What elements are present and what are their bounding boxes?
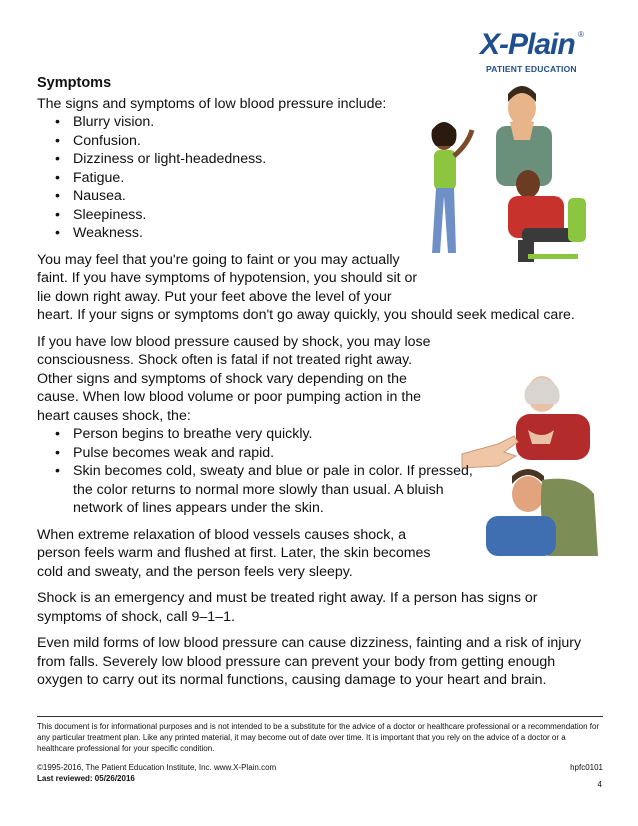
wrap-spacer: [422, 243, 597, 289]
shock-paragraph: If you have low blood pressure caused by shock, you may lose consciousness. Shock often is fatal if not treated right away. Other signs and symptoms of shock vary depending on the cause. When low blood volume or poor pumping action in the heart causes shock, the:: [37, 333, 597, 426]
footer-disclaimer: This document is for informational purposes and is not intended to be a substitute for the advice of a doctor or healthcare professional or a recommendation for any particular treatment plan. Like any printed material, it may become out of date over time. It is important that you rely on the advice of a doctor or a healthcare professional for your specific condition.: [37, 722, 600, 753]
footer: [37, 716, 603, 784]
symptom-item: • Fatigue.: [73, 169, 597, 188]
symptoms-intro: The signs and symptoms of low blood pressure include:: [37, 95, 387, 112]
footer-document-code: hpfc0101: [570, 763, 603, 772]
wrap-spacer: [432, 369, 597, 399]
shock-sign-item: • Pulse becomes weak and rapid.: [73, 444, 473, 463]
symptom-item: • Confusion.: [73, 132, 597, 151]
relaxation-paragraph: When extreme relaxation of blood vessels causes shock, a person feels warm and flushed at first. Later, the skin becomes cold and sweaty, and the person feels very sleepy.: [37, 526, 431, 580]
main-content: [37, 74, 597, 690]
x-plain-logo: [470, 22, 590, 82]
footer-last-reviewed: Last reviewed: 05/26/2016: [37, 774, 135, 783]
logo-wordmark: X-Plain: [480, 28, 575, 61]
symptom-item: • Nausea.: [73, 187, 597, 206]
footer-copyright: ©1995-2016, The Patient Education Institute, Inc. www.X-Plain.com: [37, 763, 277, 772]
page-number: 4: [597, 780, 602, 789]
symptom-item: • Blurry vision.: [73, 113, 597, 132]
symptom-item: • Weakness.: [73, 224, 597, 243]
logo-subtitle: PATIENT EDUCATION: [486, 64, 577, 74]
mild-forms-paragraph: Even mild forms of low blood pressure can cause dizziness, fainting and a risk of injury from falls. Severely low blood pressure can prevent your body from getting enough oxygen to carry out its normal functions, causing damage to your heart and brain.: [37, 635, 582, 688]
faint-paragraph: You may feel that you're going to faint or you may actually faint. If you have symptoms of hypotension, you should sit or lie down right away. Put your feet above the level of your heart. If your signs or symptoms don't go away quickly, you should seek medical care.: [37, 251, 575, 323]
symptom-item: • Sleepiness.: [73, 206, 597, 225]
emergency-paragraph: Shock is an emergency and must be treated right away. If a person has signs or symptoms of shock, call 9–1–1.: [37, 590, 538, 625]
symptom-list: [37, 113, 597, 243]
shock-sign-item: • Person begins to breathe very quickly.: [73, 425, 473, 444]
logo-registered-mark: ®: [578, 30, 584, 39]
shock-sign-item: • Skin becomes cold, sweaty and blue or pale in color. If pressed, the color returns to normal more slowly than usual. A bluish network of lines appears under the skin.: [73, 462, 473, 518]
footer-row: [37, 762, 603, 773]
shock-signs-list: [37, 425, 473, 518]
symptoms-heading: Symptoms: [37, 75, 112, 91]
symptom-item: • Dizziness or light-headedness.: [73, 150, 597, 169]
